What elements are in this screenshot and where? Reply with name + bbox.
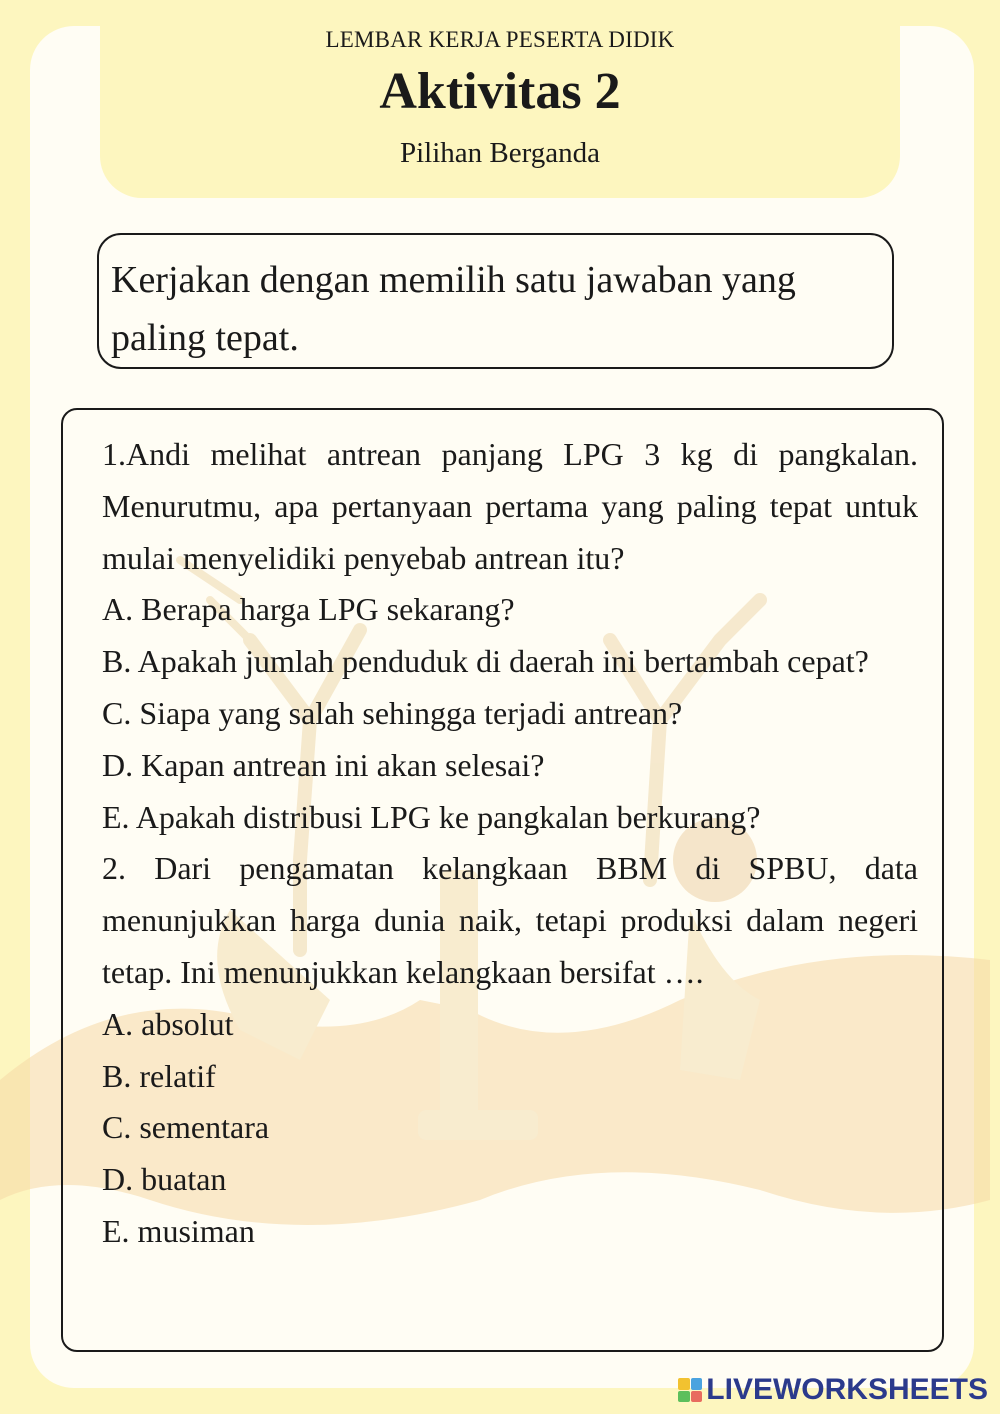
question-2-option-e[interactable]: E. musiman xyxy=(102,1212,255,1249)
question-1-option-d[interactable]: D. Kapan antrean ini akan selesai? xyxy=(102,746,545,783)
brand-name: LIVEWORKSHEETS xyxy=(706,1373,988,1406)
page-title: Aktivitas 2 xyxy=(379,63,621,120)
question-2-option-a[interactable]: A. absolut xyxy=(102,1005,234,1042)
question-1-option-c[interactable]: C. Siapa yang salah sehingga terjadi antrean? xyxy=(102,694,683,731)
question-box xyxy=(61,408,944,1352)
question-list xyxy=(102,429,918,1258)
question-1-option-a[interactable]: A. Berapa harga LPG sekarang? xyxy=(102,591,515,628)
question-2-option-c[interactable]: C. sementara xyxy=(102,1109,270,1146)
instruction-box xyxy=(97,233,894,369)
header-banner xyxy=(100,0,900,198)
liveworksheets-logo-icon xyxy=(678,1378,702,1402)
question-1-option-b[interactable]: B. Apakah jumlah penduduk di daerah ini bertambah cepat? xyxy=(102,643,869,680)
question-2-option-d[interactable]: D. buatan xyxy=(102,1161,227,1198)
header-kicker: LEMBAR KERJA PESERTA DIDIK xyxy=(325,27,675,52)
question-1-stem: 1.Andi melihat antrean panjang LPG 3 kg di pangkalan. Menurutmu, apa pertanyaan pertama yang paling tepat untuk mulai menyelidiki penyebab antrean itu? xyxy=(102,436,918,576)
question-1-option-e[interactable]: E. Apakah distribusi LPG ke pangkalan berkurang? xyxy=(102,798,761,835)
page-subtitle: Pilihan Berganda xyxy=(399,137,600,169)
question-2-stem: 2. Dari pengamatan kelangkaan BBM di SPBU, data menunjukkan harga dunia naik, tetapi produksi dalam negeri tetap. Ini menunjukkan kelangkaan bersifat …. xyxy=(102,850,918,990)
liveworksheets-logo xyxy=(678,1372,988,1408)
instruction-text: Kerjakan dengan memilih satu jawaban yang paling tepat. xyxy=(111,259,796,359)
question-2-option-b[interactable]: B. relatif xyxy=(102,1057,216,1094)
